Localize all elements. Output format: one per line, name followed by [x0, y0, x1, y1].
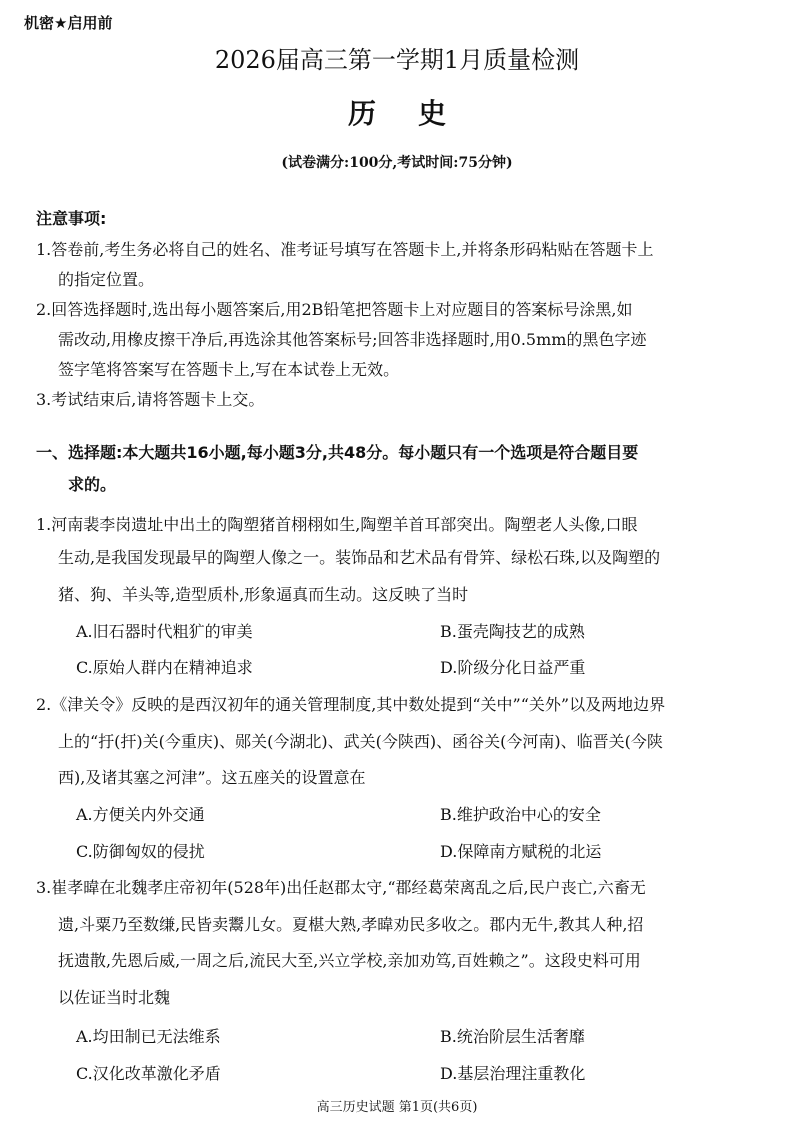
question-1-stem: 生动,是我国发现最早的陶塑人像之一。装饰品和艺术品有骨笄、绿松石珠,以及陶塑的 [58, 548, 661, 567]
question-2-option-b: B.维护政治中心的安全 [440, 805, 601, 824]
confidential-label: 机密★启用前 [24, 14, 113, 32]
notice-line: 的指定位置。 [58, 270, 155, 289]
question-2-option-c: C.防御匈奴的侵扰 [76, 842, 205, 861]
notice-heading: 注意事项: [36, 209, 107, 228]
question-3-stem: 3.崔孝暐在北魏孝庄帝初年(528年)出任赵郡太守,“郡经葛荣离乱之后,民户丧亡,六畜无 [36, 878, 646, 897]
question-3-option-d: D.基层治理注重教化 [440, 1064, 586, 1083]
question-1-option-d: D.阶级分化日益严重 [440, 658, 586, 677]
section-title: 求的。 [68, 475, 117, 494]
question-3-option-c: C.汉化改革激化矛盾 [76, 1064, 221, 1083]
question-2-option-d: D.保障南方赋税的北运 [440, 842, 602, 861]
notice-line: 3.考试结束后,请将答题卡上交。 [36, 390, 265, 409]
question-1-option-b: B.蛋壳陶技艺的成熟 [440, 622, 585, 641]
section-title: 一、选择题:本大题共16小题,每小题3分,共48分。每小题只有一个选项是符合题目要 [36, 443, 639, 462]
page-footer: 高三历史试题 第1页(共6页) [316, 1100, 478, 1115]
question-2-stem: 西),及诸其塞之河津”。这五座关的设置意在 [58, 768, 366, 787]
question-1-option-c: C.原始人群内在精神追求 [76, 658, 253, 677]
question-2-option-a: A.方便关内外交通 [76, 805, 205, 824]
notice-line: 1.答卷前,考生务必将自己的姓名、准考证号填写在答题卡上,并将条形码粘贴在答题卡上 [36, 240, 654, 259]
subject-title: 历史 [347, 97, 488, 130]
exam-title: 2026届高三第一学期1月质量检测 [214, 46, 580, 74]
question-3-option-b: B.统治阶层生活奢靡 [440, 1027, 585, 1046]
notice-line: 需改动,用橡皮擦干净后,再选涂其他答案标号;回答非选择题时,用0.5mm的黑色字迹 [58, 330, 647, 349]
exam-meta: (试卷满分:100分,考试时间:75分钟) [281, 155, 513, 171]
question-3-option-a: A.均田制已无法维系 [76, 1027, 221, 1046]
question-3-stem: 遗,斗粟乃至数缣,民皆卖鬻儿女。夏椹大熟,孝暐劝民多收之。郡内无牛,教其人种,招 [58, 915, 644, 934]
question-1-stem: 1.河南裴李岗遗址中出土的陶塑猪首栩栩如生,陶塑羊首耳部突出。陶塑老人头像,口眼 [36, 515, 638, 534]
notice-line: 签字笔将答案写在答题卡上,写在本试卷上无效。 [58, 360, 400, 379]
question-3-stem: 以佐证当时北魏 [58, 988, 171, 1007]
question-3-stem: 抚遗散,先恩后威,一周之后,流民大至,兴立学校,亲加劝笃,百姓赖之”。这段史料可用 [58, 951, 641, 970]
notice-line: 2.回答选择题时,选出每小题答案后,用2B铅笔把答题卡上对应题目的答案标号涂黑,如 [36, 300, 633, 319]
question-1-option-a: A.旧石器时代粗犷的审美 [76, 622, 253, 641]
question-2-stem: 上的“扜(扞)关(今重庆)、郧关(今湖北)、武关(今陕西)、函谷关(今河南)、临晋关(今陕 [58, 732, 663, 751]
question-1-stem: 猪、狗、羊头等,造型质朴,形象逼真而生动。这反映了当时 [58, 585, 469, 604]
question-2-stem: 2.《津关令》反映的是西汉初年的通关管理制度,其中数处提到“关中”“关外”以及两地边界 [36, 695, 666, 714]
